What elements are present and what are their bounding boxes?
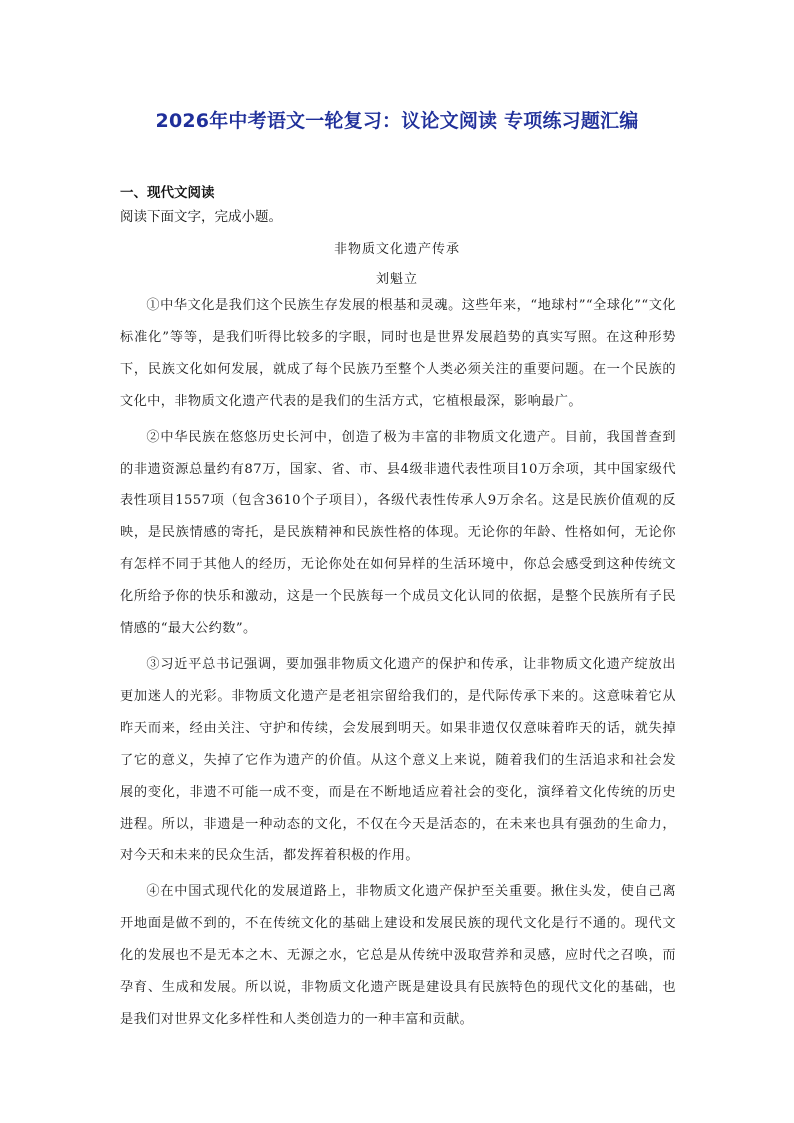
paragraph-3: ③习近平总书记强调，要加强非物质文化遗产的保护和传承，让非物质文化遗产绽放出更加迷人的光彩。非物质文化遗产是老祖宗留给我们的，是代际传承下来的。这意味着它从昨天而来，经由关注、守护和传续，会发展到明天。如果非遗仅仅意味着昨天的话，就失掉了它的意义，失掉了它作为遗产的价值。从这个意义上来说，随着我们的生活追求和社会发展的变化，非遗不可能一成不变，而是在不断地适应着社会的变化，演绎着文化传统的历史进程。所以，非遗是一种动态的文化，不仅在今天是活态的，在未来也具有强劲的生命力，对今天和未来的民众生活，都发挥着积极的作用。	[120, 656, 676, 864]
paragraph-2: ②中华民族在悠悠历史长河中，创造了极为丰富的非物质文化遗产。目前，我国普查到的非遗资源总量约有87万，国家、省、市、县4级非遗代表性项目10万余项，其中国家级代表性项目1557项（包含3610个子项目），各级代表性传承人9万余名。这是民族价值观的反映，是民族情感的寄托，是民族精神和民族性格的体现。无论你的年龄、性格如何，无论你有怎样不同于其他人的经历，无论你处在如何异样的生活环境中，你总会感受到这种传统文化所给予你的快乐和激动，这是一个民族每一个成员文化认同的依据，是整个民族所有子民情感的“最大公约数”。	[120, 429, 676, 637]
document-title: 2026年中考语文一轮复习：议论文阅读 专项练习题汇编	[155, 110, 639, 132]
article-body	[120, 290, 676, 1040]
reading-instruction: 阅读下面文字，完成小题。	[120, 209, 282, 225]
paragraph-1: ①中华文化是我们这个民族生存发展的根基和灵魂。这些年来，“地球村”“全球化”“文化标准化”等等，是我们听得比较多的字眼，同时也是世界发展趋势的真实写照。在这种形势下，民族文化如何发展，就成了每个民族乃至整个人类必须关注的重要问题。在一个民族的文化中，非物质文化遗产代表的是我们的生活方式，它植根最深，影响最广。	[120, 298, 676, 409]
article-author: 刘魁立	[375, 272, 418, 287]
article-title: 非物质文化遗产传承	[333, 242, 460, 257]
paragraph-4: ④在中国式现代化的发展道路上，非物质文化遗产保护至关重要。揪住头发，使自己离开地面是做不到的，不在传统文化的基础上建设和发展民族的现代文化是行不通的。现代文化的发展也不是无本之木、无源之水，它总是从传统中汲取营养和灵感，应时代之召唤，而孕育、生成和发展。所以说，非物质文化遗产既是建设具有民族特色的现代文化的基础，也是我们对世界文化多样性和人类创造力的一种丰富和贡献。	[120, 884, 676, 1027]
section-heading: 一、现代文阅读	[120, 185, 215, 201]
